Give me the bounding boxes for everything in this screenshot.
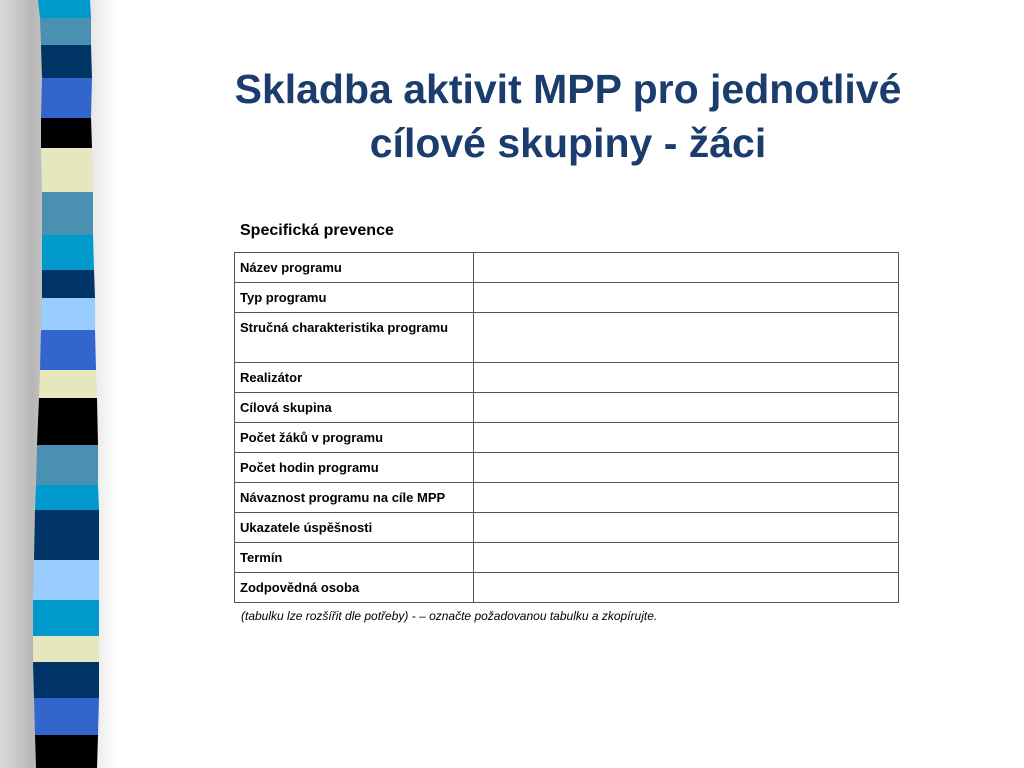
row-value-cell[interactable]: [474, 453, 899, 483]
table-footnote: (tabulku lze rozšířit dle potřeby) - – označte požadovanou tabulku a zkopírujte.: [241, 609, 658, 623]
row-value-cell[interactable]: [474, 313, 899, 363]
band-stripe: [34, 510, 99, 560]
band-stripe: [33, 560, 99, 600]
row-value-cell[interactable]: [474, 393, 899, 423]
table-row: [235, 313, 899, 363]
table-row: [235, 543, 899, 573]
band-stripe: [38, 0, 91, 18]
slide-title: [150, 62, 986, 170]
band-stripe: [33, 636, 99, 662]
band-stripe: [41, 118, 92, 148]
band-stripe: [42, 270, 95, 298]
row-label: Stručná charakteristika programu: [235, 313, 474, 363]
row-label: Počet žáků v programu: [235, 423, 474, 453]
band-stripe: [41, 45, 92, 78]
decorative-stripe-band: [0, 0, 118, 768]
band-stripe: [33, 662, 99, 698]
band-stripe: [41, 78, 92, 118]
band-stripe: [33, 600, 99, 636]
row-label: Ukazatele úspěšnosti: [235, 513, 474, 543]
table-row: [235, 573, 899, 603]
band-stripe: [34, 698, 99, 735]
row-value-cell[interactable]: [474, 543, 899, 573]
table-row: [235, 423, 899, 453]
table-row: [235, 393, 899, 423]
row-label: Termín: [235, 543, 474, 573]
row-value-cell[interactable]: [474, 363, 899, 393]
row-label: Zodpovědná osoba: [235, 573, 474, 603]
row-value-cell[interactable]: [474, 253, 899, 283]
table-row: [235, 253, 899, 283]
band-stripe: [40, 330, 96, 370]
row-value-cell[interactable]: [474, 423, 899, 453]
section-heading: Specifická prevence: [240, 222, 394, 239]
table-row: [235, 513, 899, 543]
row-value-cell[interactable]: [474, 283, 899, 313]
band-stripe: [39, 370, 97, 398]
table-row: [235, 363, 899, 393]
table-row: [235, 453, 899, 483]
band-stripe: [42, 192, 93, 235]
row-label: Počet hodin programu: [235, 453, 474, 483]
band-stripe: [40, 18, 91, 45]
slide-title-line-2: cílové skupiny - žáci: [369, 120, 767, 166]
slide-title-line-1: Skladba aktivit MPP pro jednotlivé: [234, 66, 902, 112]
band-stripe: [35, 485, 99, 510]
band-stripe: [42, 235, 94, 270]
table-row: [235, 283, 899, 313]
row-label: Cílová skupina: [235, 393, 474, 423]
row-value-cell[interactable]: [474, 483, 899, 513]
band-stripe: [41, 148, 93, 192]
row-label: Návaznost programu na cíle MPP: [235, 483, 474, 513]
band-stripe: [41, 298, 95, 330]
row-value-cell[interactable]: [474, 513, 899, 543]
program-form-table: [234, 252, 899, 603]
row-value-cell[interactable]: [474, 573, 899, 603]
band-stripe: [36, 445, 98, 485]
row-label: Realizátor: [235, 363, 474, 393]
band-stripe: [35, 735, 98, 768]
band-stripe: [37, 398, 98, 445]
table-row: [235, 483, 899, 513]
row-label: Typ programu: [235, 283, 474, 313]
row-label: Název programu: [235, 253, 474, 283]
